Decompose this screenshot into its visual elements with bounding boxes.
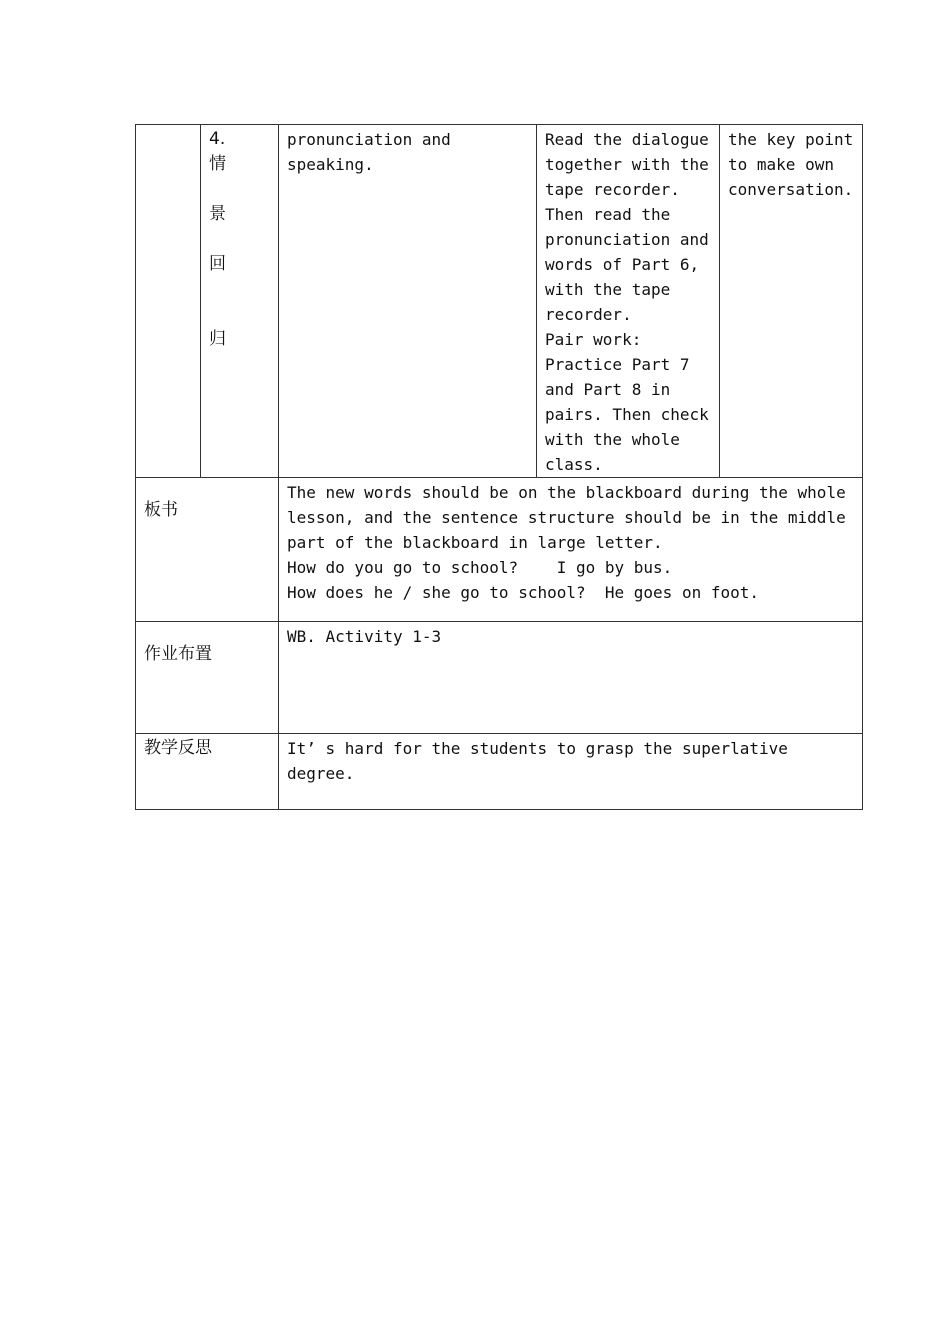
homework-label: 作业布置: [136, 622, 279, 734]
student-activity-cell: Read the dialogue together with the tape recorder. Then read the pronunciation and words of Part 6, with the tape recorder. Pair work: Practice Part 7 and Part 8 in pairs. Then check with the whole class.: [537, 125, 720, 478]
reflection-content: It’ s hard for the students to grasp the superlative degree.: [279, 734, 863, 810]
step-char: 景: [209, 204, 226, 224]
step-number: 4.: [209, 129, 226, 149]
reflection-row: [136, 734, 863, 810]
board-label: 板书: [136, 478, 279, 622]
step-char: 情: [209, 154, 226, 174]
stage-row: [136, 125, 863, 478]
step-char: 归: [209, 329, 226, 349]
homework-row: [136, 622, 863, 734]
stage-step-cell: [201, 125, 279, 478]
reflection-label: 教学反思: [136, 734, 279, 810]
section-label-cell: [136, 125, 201, 478]
board-content: The new words should be on the blackboard during the whole lesson, and the sentence structure should be in the middle part of the blackboard in large letter. How do you go to school? I go by bus. How does he / she go to school? He goes on foot.: [279, 478, 863, 622]
board-row: [136, 478, 863, 622]
purpose-cell: the key point to make own conversation.: [720, 125, 863, 478]
step-char: 回: [209, 254, 226, 274]
homework-content: WB. Activity 1-3: [279, 622, 863, 734]
aim-cell: pronunciation and speaking.: [279, 125, 537, 478]
lesson-plan-table: [135, 124, 863, 810]
